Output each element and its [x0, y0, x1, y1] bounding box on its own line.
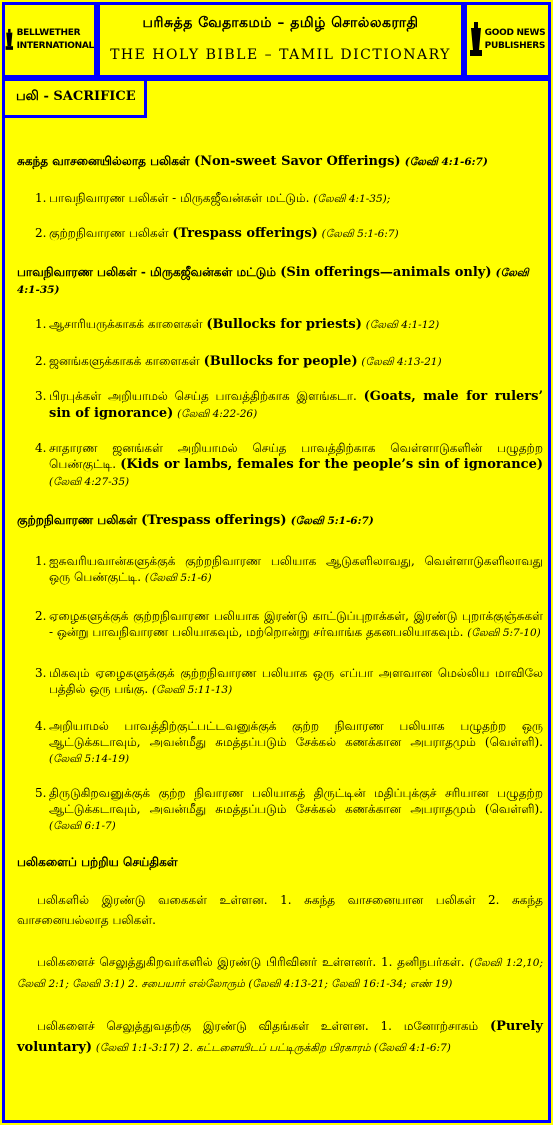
item-number: 3.: [35, 666, 47, 680]
item-tamil: பிரபுக்கள் அறியாமல் செய்த பாவத்திற்காக இளங்கடா.: [49, 389, 357, 403]
heading-tamil: பாவநிவாரண பலிகள் - மிருகஜீவன்கள் மட்டும்: [17, 265, 277, 279]
item-number: 1.: [35, 317, 47, 331]
content-body: [17, 153, 543, 1058]
item-reference: (லேவி 4:13-21): [361, 356, 442, 368]
item-list: [17, 316, 543, 490]
item-tamil: ஏழைகளுக்குக் குற்றநிவாரண பலியாக இரண்டு காட்டுப்புறாக்கள், இரண்டு புறாக்குஞ்சுகள் - ஒன்று பாவநிவாரண பலியாகவும், மற்றொன்று சர்வாங்க தகனபலியாகவும்.: [49, 609, 543, 639]
bellwether-logo: [2, 2, 97, 78]
item-english: (Goats, male for rulers’ sin of ignorance): [49, 389, 543, 421]
section-heading: [17, 264, 543, 298]
item-reference: (லேவி 6:1-7): [49, 820, 116, 832]
lamp-icon: [470, 20, 482, 60]
heading-reference: (லேவி 5:1-6:7): [290, 515, 374, 527]
item-english: (Trespass offerings): [172, 226, 318, 241]
list-item: [17, 665, 543, 698]
right-logo-line1: GOOD NEWS: [484, 28, 546, 38]
item-tamil: குற்றநிவாரண பலிகள்: [49, 226, 169, 240]
item-reference: (லேவி 4:22-26): [177, 408, 258, 420]
item-reference: (லேவி 5:1-6): [144, 572, 212, 584]
tab-english: - SACRIFICE: [38, 89, 136, 104]
item-tamil: பாவநிவாரண பலிகள் - மிருகஜீவன்கள் மட்டும்.: [49, 191, 310, 205]
section-heading: [17, 512, 543, 529]
item-list: [17, 190, 543, 242]
paragraph-reference: (லேவி 1:2,10; லேவி 2:1; லேவி 3:1) 2. சபையார் எல்லோரும் (லேவி 4:13-21; லேவி 16:1-34; எண் 19): [17, 957, 543, 990]
item-tamil: ஐசுவரியவான்களுக்குக் குற்றநிவாரண பலியாக ஆடுகளிலாவது, வெள்ளாடுகளிலாவது ஒரு பெண்குட்டி.: [49, 554, 543, 584]
item-tamil: ஜனங்களுக்காகக் காளைகள்: [49, 354, 200, 368]
list-item: [17, 608, 543, 641]
list-item: [17, 316, 543, 333]
item-reference: (லேவி 4:27-35): [49, 476, 130, 488]
paragraph-reference: (லேவி 1:1-3:17) 2. கட்டளையிடப் பட்டிருக்கிற பிரகாரம் (லேவி 4:1-6:7): [95, 1042, 451, 1054]
page-header: [97, 2, 464, 78]
news-paragraph: [17, 1016, 543, 1058]
paragraph-english: (Purely voluntary): [17, 1019, 543, 1055]
lamp-icon: [5, 20, 14, 60]
item-tamil: திருடுகிறவனுக்குக் குற்ற நிவாரண பலியாகத் திருட்டின் மதிப்புக்குச் சரியான பழுதற்ற ஆட்டுக்கடாவும், அவன்மீது சுமத்தப்படும் சேக்கல் கணக்கான அபராதமும் (வெள்ளி).: [49, 786, 543, 816]
item-number: 3.: [35, 389, 47, 403]
list-item: [17, 353, 543, 370]
item-english: (Bullocks for people): [203, 354, 358, 369]
list-item: [17, 553, 543, 586]
item-reference: (லேவி 4:1-35);: [313, 193, 391, 205]
section-heading: [17, 153, 543, 170]
item-number: 2.: [35, 226, 47, 240]
heading-english: (Trespass offerings): [141, 513, 287, 528]
item-reference: (லேவி 5:14-19): [49, 753, 130, 765]
item-reference: (லேவி 5:7-10): [467, 627, 541, 639]
item-number: 4.: [35, 719, 47, 733]
heading-tamil: சுகந்த வாசனையில்லாத பலிகள்: [17, 154, 190, 168]
heading-reference: (லேவி 4:1-35): [17, 267, 529, 296]
list-item: [17, 785, 543, 834]
item-tamil: சாதாரண ஜனங்கள் அறியாமல் செய்த பாவத்திற்காக வெள்ளாடுகளின் பழுதற்ற பெண்குட்டி.: [49, 441, 543, 471]
news-paragraph: [17, 952, 543, 994]
left-logo-line1: BELLWETHER: [16, 28, 81, 38]
item-number: 1.: [35, 191, 47, 205]
heading-reference: (லேவி 4:1-6:7): [404, 156, 488, 168]
item-number: 1.: [35, 554, 47, 568]
item-list: [17, 553, 543, 834]
paragraph-tamil: பலிகளில் இரண்டு வகைகள் உள்ளன. 1. சுகந்த வாசனையான பலிகள் 2. சுகந்த வாசனையல்லாத பலிகள்.: [17, 893, 543, 927]
tab-tamil: பலி: [16, 89, 39, 104]
list-item: [17, 225, 543, 242]
news-paragraph: [17, 890, 543, 930]
item-english: (Bullocks for priests): [206, 317, 362, 332]
list-item: [17, 718, 543, 767]
list-item: [17, 388, 543, 422]
content-panel: [2, 78, 551, 1123]
item-reference: (லேவி 5:1-6:7): [321, 228, 399, 240]
news-heading: பலிகளைப் பற்றிய செய்திகள்: [17, 855, 178, 869]
header-title-tamil: பரிசுத்த வேதாகமம் – தமிழ் சொல்லகராதி: [142, 15, 419, 31]
list-item: [17, 190, 543, 207]
heading-english: (Sin offerings—animals only): [280, 265, 492, 280]
header-title-english: THE HOLY BIBLE – TAMIL DICTIONARY: [110, 47, 451, 63]
heading-tamil: குற்றநிவாரண பலிகள்: [17, 513, 137, 527]
good-news-logo: [464, 2, 551, 78]
item-tamil: அறியாமல் பாவத்திற்குட்பட்டவனுக்குக் குற்ற நிவாரண பலியாக பழுதற்ற ஒரு ஆட்டுக்கடாவும், அவன்மீது சுமத்தப்படும் சேக்கல் கணக்கான அபராதமும் (வெள்ளி).: [49, 719, 543, 749]
item-number: 2.: [35, 354, 47, 368]
item-number: 4.: [35, 441, 47, 455]
left-logo-line2: INTERNATIONAL: [16, 41, 94, 51]
paragraph-tamil: பலிகளைச் செலுத்துகிறவர்களில் இரண்டு பிரிவினர் உள்ளனர். 1. தனிநபர்கள்.: [37, 955, 465, 969]
item-english: (Kids or lambs, females for the people’s sin of ignorance): [120, 457, 543, 472]
heading-english: (Non-sweet Savor Offerings): [193, 154, 401, 169]
item-reference: (லேவி 5:11-13): [152, 684, 233, 696]
item-number: 5.: [35, 786, 47, 800]
paragraph-tamil: பலிகளைச் செலுத்துவதற்கு இரண்டு விதங்கள் உள்ளன. 1. மனோற்சாகம்: [37, 1019, 479, 1033]
right-logo-line2: PUBLISHERS: [484, 41, 546, 51]
item-number: 2.: [35, 609, 47, 623]
section-tab: [2, 78, 147, 118]
list-item: [17, 440, 543, 490]
item-tamil: மிகவும் ஏழைகளுக்குக் குற்றநிவாரண பலியாக ஒரு எப்பா அளவான மெல்லிய மாவிலே பத்தில் ஒரு பங்கு.: [49, 666, 543, 696]
item-reference: (லேவி 4:1-12): [365, 319, 440, 331]
item-tamil: ஆசாரியருக்காகக் காளைகள்: [49, 317, 203, 331]
